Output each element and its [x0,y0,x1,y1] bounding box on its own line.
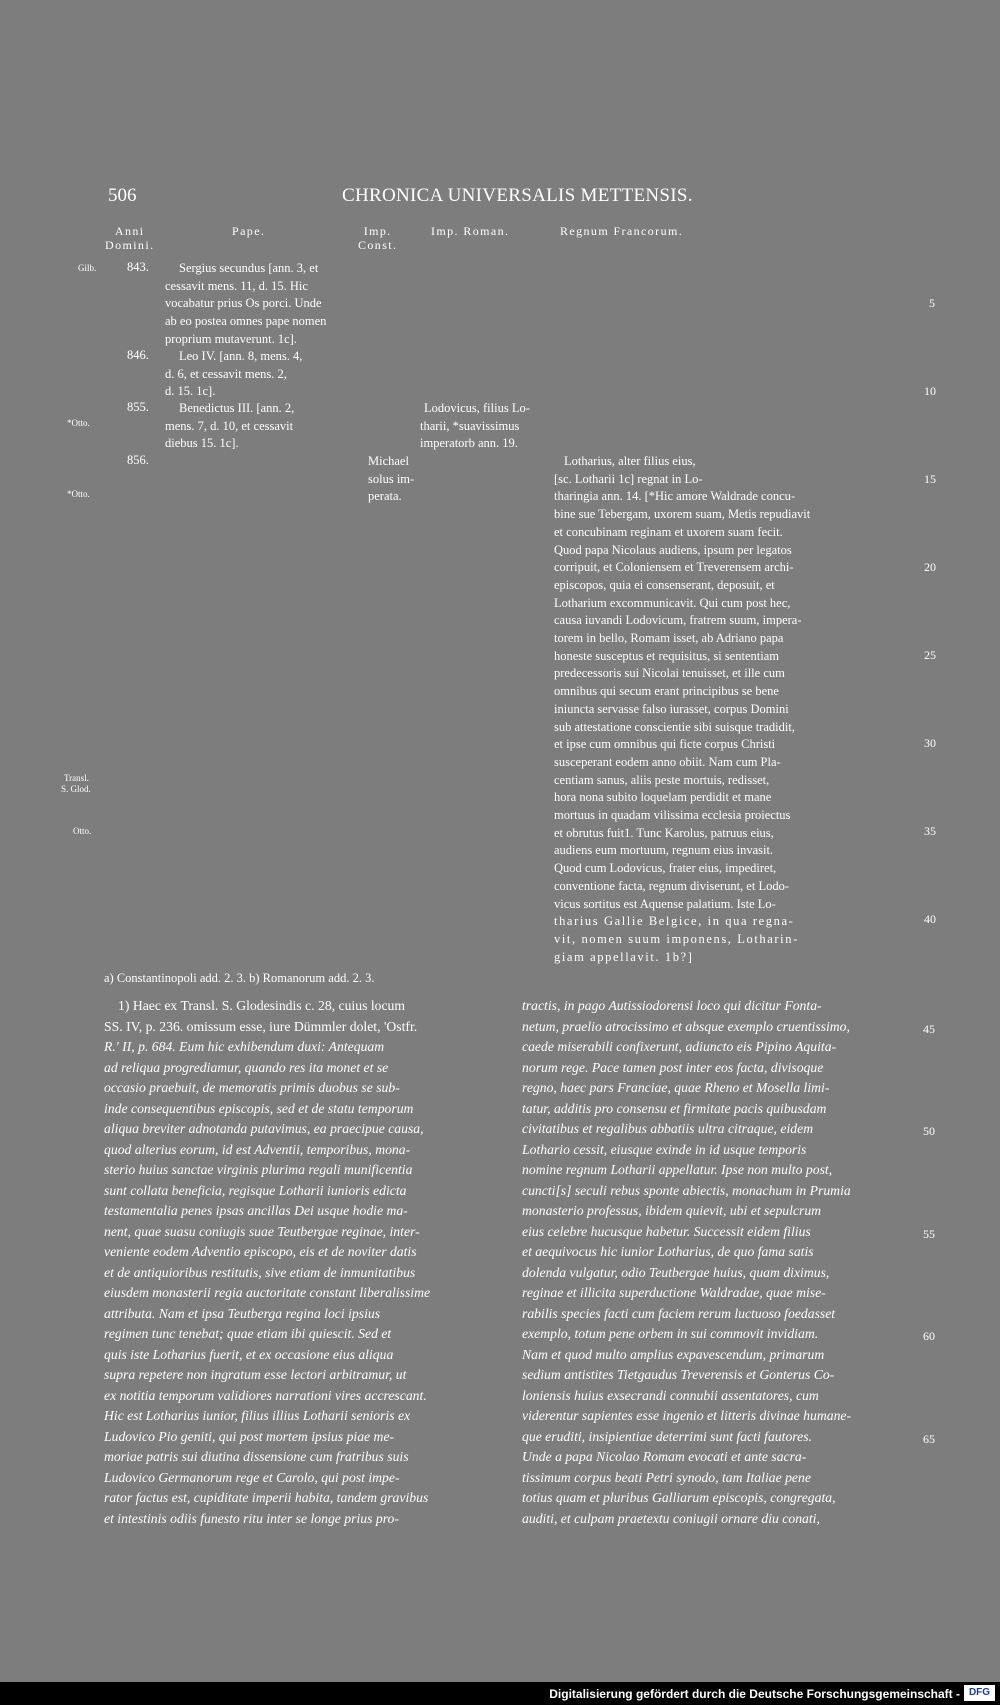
text-line: tharii, *suavissimus [420,418,520,433]
text-line: corripuit, et Coloniensem et Treverensem archi- [554,560,794,575]
column-header-anni [105,224,154,252]
text-line: proprium mutaverunt. 1c]. [165,331,297,346]
text-line: tractis, in pago Autissiodorensi loco qui dicitur Fonta- [522,998,822,1013]
imp-roman-entry [420,400,530,453]
line-number: 10 [924,384,936,398]
text-line: giam appellavit. 1b?] [554,949,694,964]
line-number: 55 [923,1227,935,1241]
margin-note: Transl. [64,773,89,783]
text-line: Ludovico Germanorum rege et Carolo, qui post impe- [104,1469,400,1485]
text-line: [sc. Lotharii 1c] regnat in Lo- [554,471,703,486]
margin-note: Gilb. [78,263,97,273]
text-line: perata. [368,489,402,504]
text-line: et de antiquioribus restitutis, sive etiam de inmunitatibus [104,1264,416,1280]
text-line: Ludovico Pio geniti, qui post mortem ipsius piae me- [104,1428,395,1444]
text-line: monasterio professus, ibidem quievit, ubi et sepulcrum [522,1203,822,1218]
text-line: bine sue Tebergam, uxorem suam, Metis repudiavit [554,507,811,522]
text-line: conventione facta, regnum diviserunt, et Lodo- [554,878,789,893]
text-line: susceperant eodem anno obiit. Nam cum Pla- [554,754,781,769]
text-line: totius quam et pluribus Galliarum episcopis, congregata, [522,1490,836,1505]
text-line: Nam et quod multo amplius expavescendum, primarum [522,1346,825,1362]
line-number: 50 [923,1124,935,1138]
text-line: rator factus est, cupiditate imperii habita, tandem gravibus [104,1490,429,1505]
text-line: sedium antistites Tietgaudus Treverensis et Gonterus Co- [522,1367,835,1382]
text-line: occasio praebuit, de memoratis primis duobus se sub- [104,1080,400,1095]
text-line: omnibus qui secum erant principibus se bene [554,684,779,699]
text-line: et aequivocus hic iunior Lotharius, de quo fama satis [522,1244,814,1259]
text-line: d. 6, et cessavit mens. 2, [165,366,287,381]
year-entry: 846. [127,348,149,362]
page-number: 506 [108,185,137,206]
text-line: predecessoris sui Nicolai tenuisset, et ille cum [554,666,785,681]
text-line: Lodovicus, filius Lo- [424,401,530,415]
text-line: honeste susceptus et requisitus, si sententiam [554,648,779,663]
text-line: sub attestatione conscientie sibi suisque tradidit, [554,719,795,734]
text-line: causa iuvandi Lodovicum, fratrem suum, impera- [554,613,802,628]
text-line: Michael [368,454,409,468]
text-line: centiam sanus, aliis peste mortuis, redisset, [554,772,770,787]
text-line: episcopos, quia ei consenserant, deposuit, et [554,577,775,592]
text-line: nomine regnum Lotharii appellatur. Ipse non multo post, [522,1162,833,1177]
text-line: torem in bello, Romam isset, ab Adriano papa [554,631,784,646]
text-line: audiens eum mortuum, regnum eius invasit. [554,843,774,858]
text-line: sunt collata beneficia, regisque Lotharii iunioris edicta [104,1182,407,1198]
text-line: R.' II, p. 684. Eum hic exhibendum duxi: Antequam [104,1039,385,1054]
footer-banner [0,1682,1000,1705]
text-line: exemplo, totum pene orbem in sui commovit invidiam. [522,1326,819,1341]
column-header-anni-line: Domini. [105,238,155,252]
footnote-ab: a) Constantinopoli add. 2. 3. b) Romanorum add. 2. 3. [104,971,375,985]
text-line: loniensis huius exsecrandi connubii assentatores, cum [522,1387,819,1403]
text-line: que eruditi, insipientiae deterrimi sunt facti fautores. [522,1428,812,1444]
text-line: Quod papa Nicolaus audiens, ipsum per legatos [554,542,792,557]
text-line: quod alterius eorum, id est Adventii, temporibus, mona- [104,1141,411,1157]
text-line: et obrutus fuit1. Tunc Karolus, patruus eius, [554,825,774,840]
line-number: 30 [924,736,936,750]
text-line: regno, haec pars Franciae, quae Rheno et Mosella limi- [522,1080,830,1095]
page-title: CHRONICA UNIVERSALIS METTENSIS. [342,185,693,206]
line-number: 5 [929,296,935,310]
column-header-pape: Pape. [232,224,266,238]
line-number: 45 [923,1022,935,1036]
column-header-imp-const-line: Imp. [363,224,392,238]
text-line: tharingia ann. 14. [*Hic amore Waldrade concu- [554,489,796,504]
text-line: eius celebre hucusque habetur. Successit eidem filius [522,1223,811,1239]
line-number: 35 [924,824,936,838]
line-number: 60 [923,1329,935,1343]
column-header-imp-const-line: Const. [358,238,398,252]
text-line: ad reliqua progrediamur, quando res ita monet et se [104,1059,389,1075]
column-header-regnum: Regnum Francorum. [560,224,684,238]
line-number: 65 [923,1432,935,1446]
pope-entry-benedictus [165,400,294,453]
column-header-imp-roman: Imp. Roman. [431,224,510,238]
imp-const-entry [368,453,414,506]
text-line: nent, quae suasu coniugis suae Teutbergae reginae, inter- [104,1223,420,1239]
text-line: auditi, et culpam praetextu coniugii ornare diu conati, [522,1510,820,1526]
text-line: supra repetere non ingratum esse lectori arbitramur, ut [104,1367,407,1382]
text-line: Lotharium excommunicavit. Qui cum post hec, [554,595,791,610]
text-line: vicus sortitus est Aquense palatium. Iste Lo- [554,896,776,911]
text-line: netum, praelio atrocissimo et absque exemplo cruentissimo, [522,1018,850,1034]
margin-note: *Otto. [67,418,90,428]
column-header-anni-line: Anni [114,224,145,238]
margin-note: *Otto. [67,489,90,499]
text-line: Hic est Lotharius iunior, filius illius Lotharii senioris ex [104,1408,411,1423]
line-number: 20 [924,560,936,574]
text-line: Sergius secundus [ann. 3, et [179,261,319,275]
footnote-right-column [522,996,914,1529]
pope-entry-leo [165,348,302,401]
text-line: reginae et illicita superductione Waldradae, quae mise- [522,1285,826,1300]
text-line: hora nona subito loquelam perdidit et mane [554,790,772,805]
text-line: inde consequentibus episcopis, sed et de statu temporum [104,1100,414,1116]
text-line: dolenda vulgatur, odio Teutbergae huius, quam diximus, [522,1264,830,1280]
year-entry: 855. [127,400,149,414]
text-line: caede miserabili confixerunt, adiuncto eis Pipino Aquita- [522,1039,837,1054]
pope-entry-sergius [165,260,326,349]
text-line: 1) Haec ex Transl. S. Glodesindis c. 28, cuius locum [118,998,406,1013]
text-line: quis iste Lotharius fuerit, et ex occasione eius aliqua [104,1346,394,1362]
year-entry: 843. [127,260,149,274]
line-number: 40 [924,912,936,926]
text-line: norum rege. Pace tamen post inter eos facta, divisoque [522,1059,824,1075]
text-line: veniente eodem Adventio episcopo, eis et de noviter datis [104,1244,417,1259]
text-line: testamentalia penes ipsas ancillas Dei usque hodie ma- [104,1203,408,1218]
text-line: d. 15. 1c]. [165,384,216,399]
line-number: 25 [924,648,936,662]
column-header-imp-const [358,224,397,252]
text-line: viderentur sapientes esse ingenio et litteris divinae humane- [522,1408,852,1423]
text-line: moriae patris sui diutina dissensione cum fratribus suis [104,1449,409,1464]
text-line: et intestinis odiis funesto ritu inter se longe prius pro- [104,1510,399,1526]
text-line: Lotharius, alter filius eius, [564,454,696,468]
text-line: Unde a papa Nicolao Romam evocati et ante sacra- [522,1449,807,1464]
margin-note: S. Glod. [61,784,91,794]
margin-note: Otto. [73,826,92,836]
text-line: sterio huius sanctae virginis plurima regali munificentia [104,1162,413,1177]
text-line: et ipse cum omnibus qui ficte corpus Christi [554,737,776,752]
regnum-entry [554,453,810,966]
text-line: Benedictus III. [ann. 2, [179,401,295,415]
text-line: diebus 15. 1c]. [165,436,239,451]
text-line: mortuus in quadam vilissima ecclesia proiectus [554,808,791,823]
dfg-logo: DFG [964,1685,995,1701]
text-line: tharius Gallie Belgice, in qua regna- [554,914,795,929]
text-line: eiusdem monasterii regia auctoritate constant liberalissime [104,1285,431,1300]
text-line: ab eo postea omnes pape nomen [165,314,327,329]
text-line: attributa. Nam et ipsa Teutberga regina loci ipsius [104,1305,381,1321]
text-line: SS. IV, p. 236. omissum esse, iure Dümmler dolet, 'Ostfr. [104,1018,418,1034]
text-line: Quod cum Lodovicus, frater eius, impediret, [554,861,777,876]
text-line: vit, nomen suum imponens, Lotharin- [554,931,799,946]
text-line: vocabatur prius Os porci. Unde [165,296,322,311]
text-line: aliqua breviter adnotanda putavimus, ea praecipue causa, [104,1121,424,1136]
funding-notice: Digitalisierung gefördert durch die Deutsche Forschungsgemeinschaft - [549,1687,960,1701]
line-number: 15 [924,472,936,486]
text-line: rabilis species facti cum faciem rerum luctuoso foedasset [522,1305,836,1321]
text-line: mens. 7, d. 10, et cessavit [165,418,294,433]
footnote-left-column [104,996,496,1529]
text-line: regimen tunc tenebat; quae etiam ibi quiescit. Sed et [104,1326,392,1341]
text-line: iniuncta servasse falso iurasset, corpus Domini [554,701,789,716]
text-line: tissimum corpus beati Petri synodo, tam Italiae pene [522,1469,811,1485]
year-entry: 856. [127,453,149,467]
text-line: Lothario cessit, eiusque exinde in id usque temporis [522,1141,807,1157]
text-line: civitatibus et regalibus abbatiis ultra citraque, eidem [522,1121,814,1136]
text-line: solus im- [368,471,415,486]
text-line: et concubinam reginam et uxorem suam fecit. [554,524,783,539]
text-line: Leo IV. [ann. 8, mens. 4, [179,349,303,363]
text-line: cuncti[s] seculi rebus sponte abiectis, monachum in Prumia [522,1182,851,1198]
text-line: imperatorb ann. 19. [420,436,518,451]
text-line: ex notitia temporum validiores narrationi vires accrescant. [104,1387,427,1403]
text-line: cessavit mens. 11, d. 15. Hic [165,278,308,293]
text-line: tatur, additis pro consensu et firmitate pacis quibusdam [522,1100,827,1116]
